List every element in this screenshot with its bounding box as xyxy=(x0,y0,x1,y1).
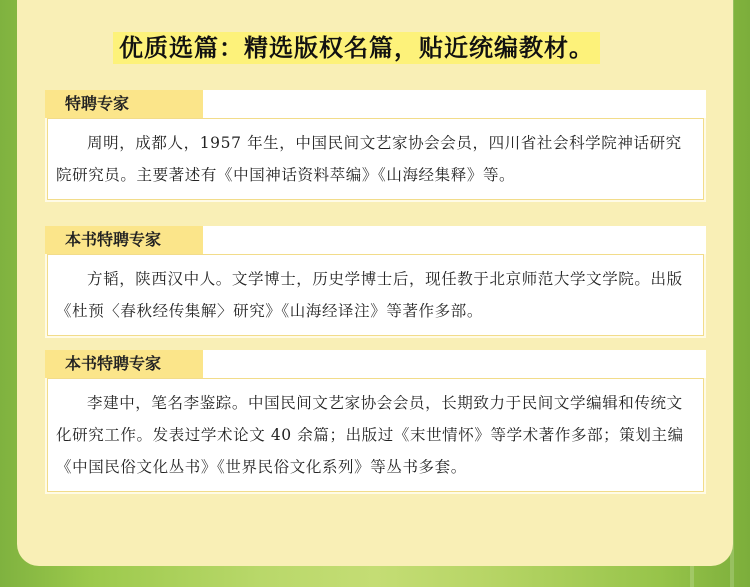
expert-card-tab: 特聘专家 xyxy=(45,90,203,118)
expert-bio: 方韬，陕西汉中人。文学博士，历史学博士后，现任教于北京师范大学文学院。出版《杜预〈春秋经传集解〉研究》《山海经译注》等著作多部。 xyxy=(47,254,704,336)
expert-card xyxy=(45,350,706,494)
expert-card-header xyxy=(45,226,706,254)
expert-card-header-bar xyxy=(203,90,706,118)
expert-card-header xyxy=(45,90,706,118)
expert-card-tab: 本书特聘专家 xyxy=(45,350,203,378)
expert-bio: 李建中，笔名李鉴踪。中国民间文艺家协会会员，长期致力于民间文学编辑和传统文化研究工作。发表过学术论文 40 余篇；出版过《末世情怀》等学术著作多部；策划主编《中国民俗文化丛书》《世界民俗文化系列》等丛书多套。 xyxy=(47,378,704,492)
expert-card-header-bar xyxy=(203,350,706,378)
expert-card-tab: 本书特聘专家 xyxy=(45,226,203,254)
page-headline: 优质选篇：精选版权名篇，贴近统编教材。 xyxy=(113,32,600,64)
expert-bio: 周明，成都人，1957 年生，中国民间文艺家协会会员，四川省社会科学院神话研究院研究员。主要著述有《中国神话资料萃编》《山海经集释》等。 xyxy=(47,118,704,200)
expert-card-header-bar xyxy=(203,226,706,254)
expert-card xyxy=(45,90,706,202)
expert-card-header xyxy=(45,350,706,378)
expert-card xyxy=(45,226,706,338)
